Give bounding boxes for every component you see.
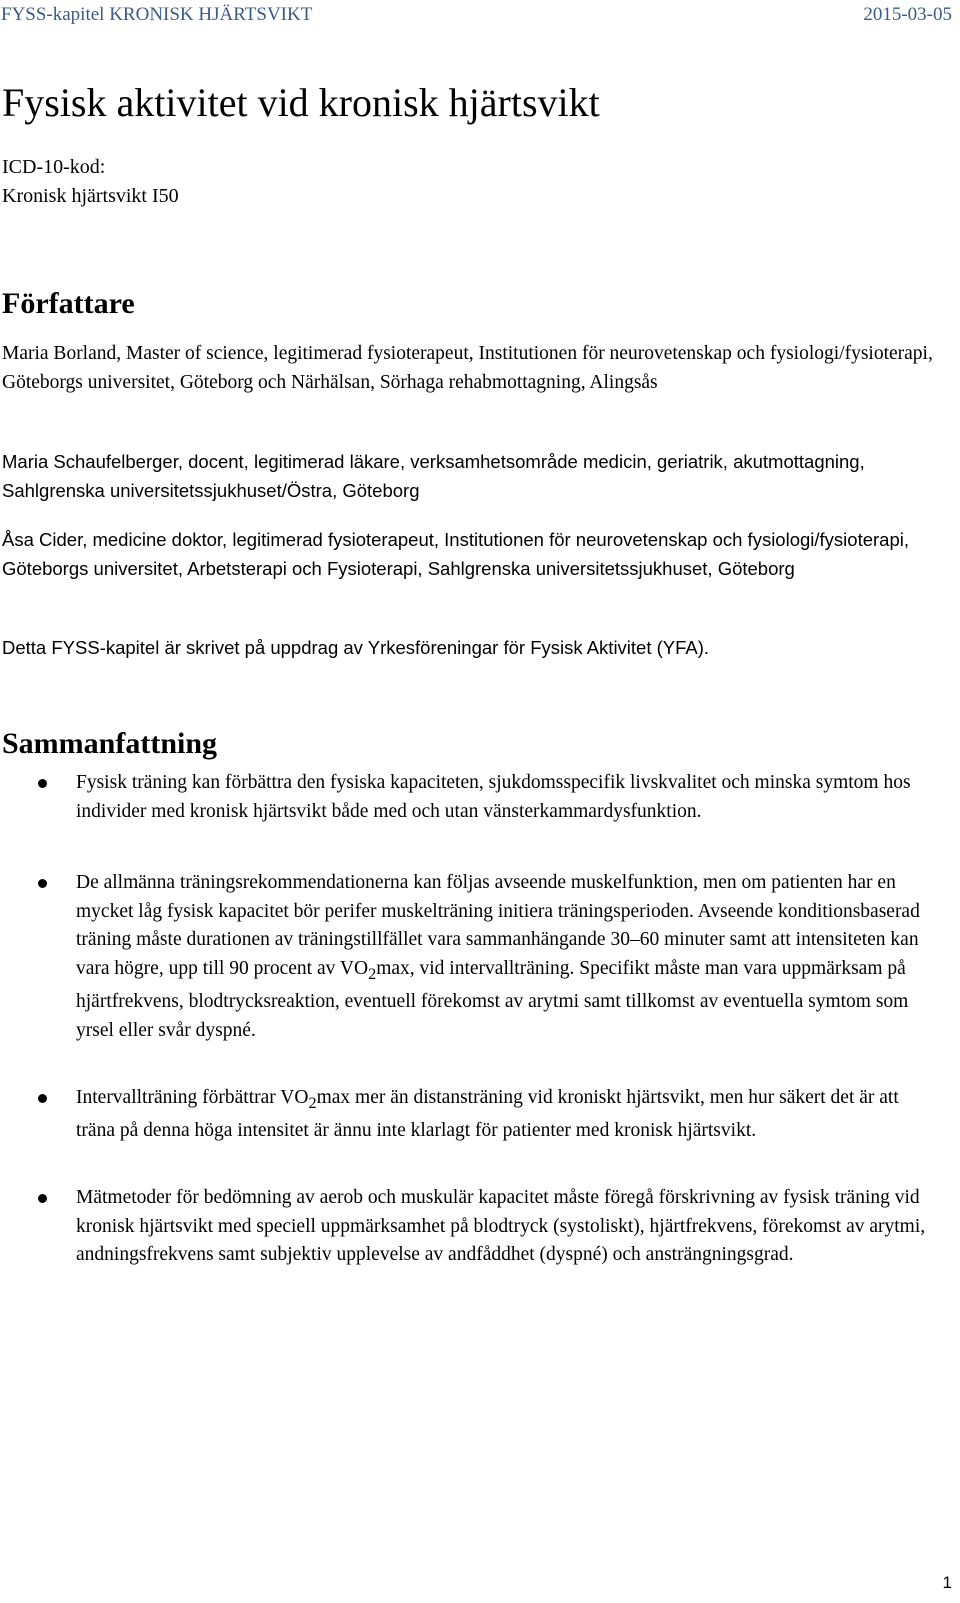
icd-value: Kronisk hjärtsvikt I50 [2, 185, 179, 207]
bullet-text: Mätmetoder för bedömning av aerob och muskulär kapacitet måste föregå förskrivning av fysisk träning vid kronisk hjärtsvikt med speciell uppmärksamhet på blodtryck (systoliskt), hjärtfrekvens, förekomst av arytmi, andningsfrekvens samt subjektiv upplevelse av andfåddhet (dyspné) och ansträngningsgrad. [76, 1187, 926, 1266]
subscript: 2 [368, 964, 377, 983]
bullet-text-part: max mer än distansträning vid kroniskt hjärtsvikt, men hur säkert det är att träna på denna höga intensitet är ännu inte klarlagt för patienter med kronisk hjärtsvikt. [76, 1087, 899, 1142]
header-chapter-title: FYSS-kapitel KRONISK HJÄRTSVIKT [1, 4, 313, 25]
authors-heading: Författare [2, 287, 135, 320]
bullet-icon [38, 779, 47, 788]
author-paragraph: Åsa Cider, medicine doktor, legitimerad fysioterapeut, Institutionen för neurovetenskap och fysiologi/fysioterapi, Göteborgs universitet, Arbetsterapi och Fysioterapi, Sahlgrenska universitetssjukhuset, Göteborg [2, 529, 909, 579]
bullet-text-part: max, vid intervallträning. Specifikt måste man vara uppmärksam på hjärtfrekvens, blodtrycksreaktion, eventuell förekomst av arytmi samt tillkomst av eventuella symtom som yrsel eller svår dyspné. [76, 957, 909, 1041]
author-paragraph: Maria Borland, Master of science, legitimerad fysioterapeut, Institutionen för neurovetenskap och fysiologi/fysioterapi, Göteborgs universitet, Göteborg och Närhälsan, Sörhaga rehabmottagning, Alingsås [2, 343, 933, 393]
author-paragraph: Maria Schaufelberger, docent, legitimerad läkare, verksamhetsområde medicin, geriatrik, akutmottagning, Sahlgrenska universitetssjukhuset/Östra, Göteborg [2, 451, 865, 501]
running-header [0, 4, 960, 32]
page-number: 1 [942, 1573, 952, 1592]
bullet-text: Fysisk träning kan förbättra den fysiska kapaciteten, sjukdomsspecifik livskvalitet och minska symtom hos individer med kronisk hjärtsvikt både med och utan vänsterkammardysfunktion. [76, 772, 911, 822]
icd-label: ICD-10-kod: [2, 156, 106, 178]
bullet-text-part: Intervallträning förbättrar VO [76, 1087, 309, 1108]
commission-statement: Detta FYSS-kapitel är skrivet på uppdrag av Yrkesföreningar för Fysisk Aktivitet (YFA). [2, 637, 710, 658]
bullet-icon [38, 879, 47, 888]
summary-heading: Sammanfattning [2, 727, 218, 760]
bullet-text-part: De allmänna träningsrekommendationerna kan följas avseende muskelfunktion, men om patienten har en mycket låg fysisk kapacitet bör perifer muskelträning initiera träningsperioden. Avseende konditionsbaserad träning måste durationen av träningstillfället vara sammanhängande 30–60 minuter samt att intensiteten kan vara högre, upp till 90 procent av VO [76, 872, 920, 979]
subscript: 2 [308, 1093, 317, 1112]
bullet-text [76, 1084, 936, 1146]
document-title: Fysisk aktivitet vid kronisk hjärtsvikt [2, 80, 600, 125]
bullet-icon [38, 1094, 47, 1103]
bullet-icon [38, 1194, 47, 1203]
header-date: 2015-03-05 [863, 4, 952, 25]
bullet-text [76, 869, 936, 1045]
